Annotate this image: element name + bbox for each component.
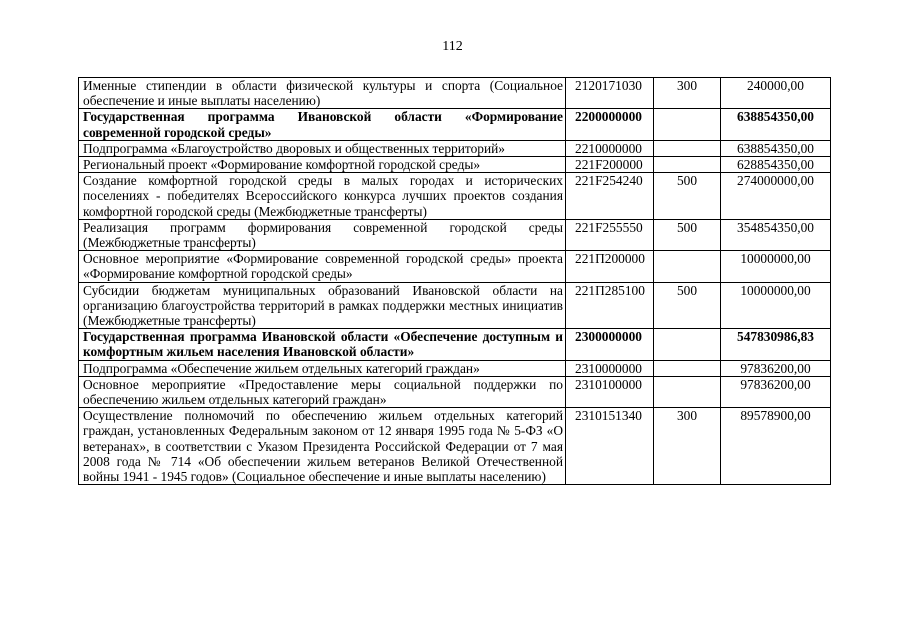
row-name: Региональный проект «Формирование комфортной городской среды» — [79, 157, 566, 173]
row-type: 300 — [654, 78, 721, 109]
table-row — [79, 360, 831, 376]
row-type — [654, 329, 721, 360]
row-type — [654, 251, 721, 282]
row-sum: 547830986,83 — [721, 329, 831, 360]
row-sum: 354854350,00 — [721, 219, 831, 250]
row-code: 221П285100 — [566, 282, 654, 329]
row-type — [654, 360, 721, 376]
table-row — [79, 140, 831, 156]
row-type: 300 — [654, 408, 721, 485]
row-type — [654, 157, 721, 173]
row-sum: 240000,00 — [721, 78, 831, 109]
row-type — [654, 109, 721, 140]
row-type: 500 — [654, 282, 721, 329]
row-sum: 97836200,00 — [721, 360, 831, 376]
row-sum: 10000000,00 — [721, 251, 831, 282]
table-row — [79, 219, 831, 250]
table-row — [79, 173, 831, 220]
row-sum: 638854350,00 — [721, 140, 831, 156]
row-sum: 89578900,00 — [721, 408, 831, 485]
row-type: 500 — [654, 173, 721, 220]
row-name: Осуществление полномочий по обеспечению жильем отдельных категорий граждан, установленных Федеральным законом от 12 января 1995 года № 5-ФЗ «О ветеранах», в соответствии с Указом Президента Российской Федерации от 7 мая 2008 года № 714 «Об обеспечении жильем ветеранов Великой Отечественной войны 1941 - 1945 годов» (Социальное обеспечение и иные выплаты населению) — [79, 408, 566, 485]
table-row — [79, 329, 831, 360]
row-code: 2300000000 — [566, 329, 654, 360]
row-sum: 628854350,00 — [721, 157, 831, 173]
table-row — [79, 78, 831, 109]
row-code: 2210000000 — [566, 140, 654, 156]
row-sum: 97836200,00 — [721, 376, 831, 407]
row-sum: 638854350,00 — [721, 109, 831, 140]
row-name: Основное мероприятие «Формирование современной городской среды» проекта «Формирование комфортной городской среды» — [79, 251, 566, 282]
row-name: Создание комфортной городской среды в малых городах и исторических поселениях - победителях Всероссийского конкурса лучших проектов создания комфортной городской среды (Межбюджетные трансферты) — [79, 173, 566, 220]
page-number: 112 — [442, 39, 463, 54]
row-name: Реализация программ формирования современной городской среды (Межбюджетные трансферты) — [79, 219, 566, 250]
row-code: 221F200000 — [566, 157, 654, 173]
row-type — [654, 376, 721, 407]
table-row — [79, 251, 831, 282]
table-row — [79, 157, 831, 173]
row-name: Государственная программа Ивановской области «Формирование современной городской среды» — [79, 109, 566, 140]
row-code: 221F254240 — [566, 173, 654, 220]
row-code: 2120171030 — [566, 78, 654, 109]
row-code: 221П200000 — [566, 251, 654, 282]
row-name: Подпрограмма «Благоустройство дворовых и общественных территорий» — [79, 140, 566, 156]
row-name: Государственная программа Ивановской области «Обеспечение доступным и комфортным жильем населения Ивановской области» — [79, 329, 566, 360]
row-code: 2310100000 — [566, 376, 654, 407]
row-name: Именные стипендии в области физической культуры и спорта (Социальное обеспечение и иные выплаты населению) — [79, 78, 566, 109]
row-type — [654, 140, 721, 156]
row-type: 500 — [654, 219, 721, 250]
row-name: Основное мероприятие «Предоставление меры социальной поддержки по обеспечению жильем отдельных категорий граждан» — [79, 376, 566, 407]
row-code: 2200000000 — [566, 109, 654, 140]
budget-table — [78, 77, 831, 485]
table-row — [79, 408, 831, 485]
table-row — [79, 109, 831, 140]
table-row — [79, 376, 831, 407]
table-row — [79, 282, 831, 329]
row-code: 2310151340 — [566, 408, 654, 485]
row-name: Субсидии бюджетам муниципальных образований Ивановской области на организацию благоустройства территорий в рамках поддержки местных инициатив (Межбюджетные трансферты) — [79, 282, 566, 329]
row-sum: 274000000,00 — [721, 173, 831, 220]
row-code: 221F255550 — [566, 219, 654, 250]
row-code: 2310000000 — [566, 360, 654, 376]
row-sum: 10000000,00 — [721, 282, 831, 329]
row-name: Подпрограмма «Обеспечение жильем отдельных категорий граждан» — [79, 360, 566, 376]
